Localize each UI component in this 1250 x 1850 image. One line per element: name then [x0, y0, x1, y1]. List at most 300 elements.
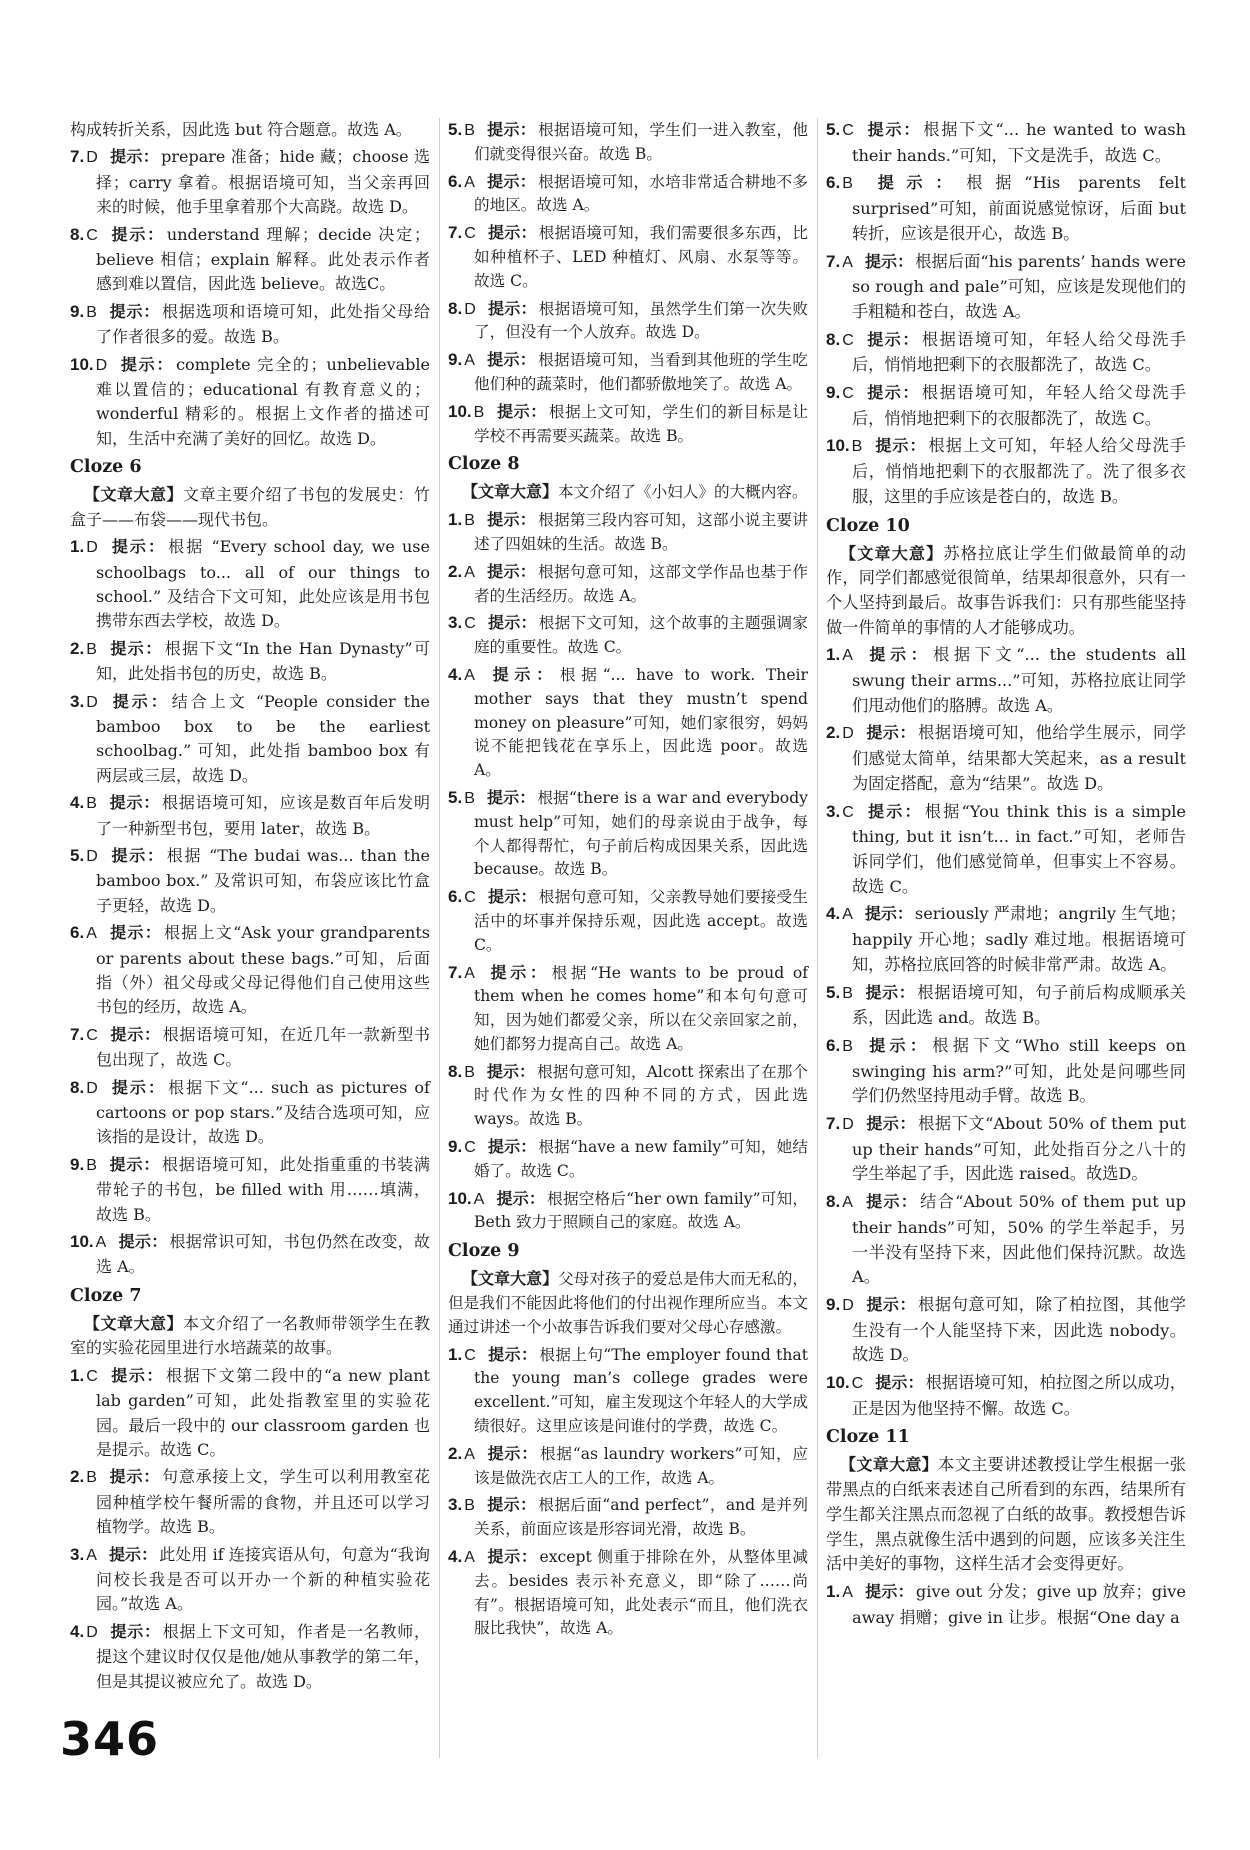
item-number: 6. — [826, 1035, 841, 1055]
item-number: 4. — [70, 793, 85, 813]
explanation-text: 根据常识可知，书包仍然在改变，故选 A。 — [96, 1232, 430, 1277]
answer-item — [448, 118, 808, 167]
answer-item — [70, 353, 430, 452]
explanation-text: 根据语境可知，年轻人给父母洗手后，悄悄地把剩下的衣服都洗了，故选 C。 — [852, 383, 1186, 428]
explanation-text: 根据空格后“her own family”可知，Beth 致力于照顾自己的家庭。故选 A。 — [474, 1189, 808, 1232]
answer-column-1 — [70, 118, 430, 1697]
answer-letter: C — [464, 1346, 476, 1364]
answer-item — [448, 961, 808, 1057]
answer-item — [70, 1230, 430, 1280]
section-heading: Cloze 7 — [70, 1285, 142, 1306]
summary-text: 本文介绍了《小妇人》的大概内容。 — [558, 483, 808, 502]
explanation-text: 根据下文“... such as pictures of cartoons or pop stars.”及结合选项可知，应该指的是设计，故选 D。 — [96, 1077, 430, 1147]
item-number: 7. — [70, 147, 85, 167]
answer-letter: A — [464, 964, 475, 982]
tip-label: 提示： — [109, 1077, 167, 1097]
item-number: 4. — [448, 1547, 463, 1567]
answer-letter: D — [842, 1116, 854, 1134]
answer-item — [448, 1343, 808, 1439]
tip-label: 提示： — [864, 173, 965, 193]
item-number: 3. — [448, 1495, 463, 1515]
answer-letter: D — [86, 149, 98, 167]
answer-letter: C — [464, 889, 476, 907]
answer-letter: D — [86, 693, 98, 711]
item-number: 9. — [448, 1137, 463, 1157]
answer-letter: A — [842, 253, 853, 271]
answer-item — [70, 844, 430, 918]
answer-letter: D — [86, 539, 98, 557]
answer-column-2 — [448, 118, 808, 1644]
item-number: 8. — [826, 329, 841, 349]
tip-label: 提示： — [487, 613, 537, 633]
tip-label: 提示： — [865, 1114, 917, 1134]
answer-item — [70, 1153, 430, 1227]
answer-item — [448, 1545, 808, 1641]
tip-label: 提示： — [108, 1467, 161, 1487]
answer-item — [448, 297, 808, 346]
answer-item — [70, 637, 430, 687]
answer-letter: B — [86, 795, 97, 813]
article-summary — [70, 483, 430, 532]
tip-label: 提示： — [864, 1581, 914, 1601]
answer-letter: C — [842, 122, 854, 139]
explanation-text: 根据句意可知，除了柏拉图，其他学生没有一个人能坚持下来，因此选 nobody。故选 D。 — [852, 1294, 1186, 1365]
answer-item — [448, 221, 808, 293]
answer-item — [826, 721, 1186, 796]
explanation-text: prepare 准备；hide 藏；choose 选择；carry 拿着。根据语境可知，当父亲再回来的时候，他手里拿着那个大高跷。故选 D。 — [96, 147, 430, 217]
section-heading: Cloze 11 — [826, 1427, 910, 1448]
answer-item — [70, 921, 430, 1020]
tip-label: 提示： — [119, 354, 175, 374]
item-number: 10. — [70, 1232, 94, 1252]
answer-letter: A — [842, 1194, 853, 1212]
answer-letter: A — [473, 1190, 485, 1208]
answer-item — [826, 171, 1186, 246]
answer-item — [826, 1293, 1186, 1368]
answer-letter: D — [464, 300, 476, 318]
tip-label: 提示： — [864, 982, 916, 1002]
article-summary — [826, 542, 1186, 641]
answer-letter: B — [86, 1469, 97, 1487]
explanation-text: give out 分发；give up 放弃；give away 捐赠；give in 让步。根据“One day a — [852, 1581, 1186, 1627]
article-summary — [70, 1312, 430, 1361]
answer-letter: D — [86, 1079, 98, 1097]
answer-item — [448, 1442, 808, 1491]
explanation-text: 根据下文“... he wanted to wash their hands.”可知，下文是洗手，故选 C。 — [852, 120, 1186, 165]
answer-letter: A — [86, 1546, 97, 1564]
tip-label: 提示： — [486, 1547, 538, 1567]
explanation-text: 根据“have a new family”可知，她结婚了。故选 C。 — [474, 1138, 808, 1180]
summary-text: 本文介绍了一名教师带领学生在教室的实验花园里进行水培蔬菜的故事。 — [70, 1313, 430, 1358]
answer-letter: C — [464, 225, 476, 243]
answer-letter: C — [464, 1139, 476, 1157]
answer-item — [826, 381, 1186, 431]
answer-item — [448, 786, 808, 882]
item-number: 9. — [826, 1294, 841, 1314]
answer-item — [826, 328, 1186, 378]
answer-item — [448, 663, 808, 783]
answer-letter: A — [842, 647, 853, 665]
answer-letter: A — [464, 1549, 475, 1567]
answer-letter: D — [95, 356, 108, 374]
explanation-text: seriously 严肃地；angrily 生气地；happily 开心地；sadly 难过地。根据语境可知，苏格拉底回答的时候非常严肃。故选 A。 — [852, 904, 1186, 974]
answer-item — [826, 1371, 1186, 1421]
explanation-text: 根据上文可知，学生们的新目标是让学校不再需要买蔬菜。故选 B。 — [474, 402, 808, 445]
answer-letter: B — [86, 1156, 97, 1174]
answer-letter: B — [851, 438, 863, 456]
tip-label: 提示： — [486, 1443, 539, 1463]
answer-item — [70, 690, 430, 789]
article-summary — [448, 1267, 808, 1339]
tip-label: 提示： — [486, 787, 536, 807]
answer-letter: B — [842, 984, 853, 1002]
tip-label: 提示： — [486, 962, 550, 982]
explanation-text: 根据“... have to work. Their mother says that they mustn’t spend money on pleasure”可知，她们家很穷，妈妈说不能把钱花在享乐上，因此选 poor。故选 A。 — [474, 665, 808, 780]
continued-text: 构成转折关系，因此选 but 符合题意。故选 A。 — [70, 120, 412, 139]
tip-label: 提示： — [864, 904, 913, 924]
explanation-text: 根据“as laundry workers”可知，应该是做洗衣店工人的工作，故选 A。 — [474, 1444, 808, 1487]
item-number: 9. — [826, 383, 841, 403]
tip-label: 提示： — [487, 1137, 537, 1157]
item-number: 2. — [70, 1467, 85, 1487]
summary-label: 【文章大意】 — [462, 1269, 559, 1289]
item-number: 2. — [448, 561, 463, 581]
item-number: 4. — [826, 904, 841, 924]
answer-column-3 — [826, 118, 1186, 1633]
answer-letter: B — [464, 122, 475, 139]
answer-letter: D — [842, 1296, 854, 1314]
answer-item — [70, 791, 430, 841]
answer-item — [448, 560, 808, 609]
section-heading: Cloze 6 — [70, 457, 142, 478]
item-number: 5. — [826, 982, 841, 1002]
answer-item — [70, 1076, 430, 1150]
column-divider — [439, 118, 440, 1758]
explanation-text: 根据下文“About 50% of them put up their hands”可知，此处指百分之八十的学生举起了手，因此选 raised。故选D。 — [852, 1114, 1186, 1184]
explanation-text: 根据下文“In the Han Dynasty”可知，此处指书包的历史，故选 B。 — [96, 638, 430, 684]
item-number: 8. — [70, 224, 85, 244]
item-number: 2. — [448, 1443, 463, 1463]
explanation-text: 根据“there is a war and everybody must help”可知，她们的母亲说由于战争，每个人都得帮忙，句子前后构成因果关系，因此选 because。故选 B。 — [474, 788, 808, 879]
answer-item — [448, 170, 808, 219]
tip-label: 提示： — [864, 1035, 931, 1055]
explanation-text: 根据语境可知，他给学生展示，同学们感觉太简单，结果都大笑起来，as a result 为固定搭配，意为“结果”。故选 D。 — [852, 723, 1186, 793]
explanation-text: 根据后面“his parents’ hands were so rough and pale”可知，应该是发现他们的手粗糙和苍白，故选 A。 — [852, 251, 1186, 321]
item-number: 3. — [70, 691, 85, 711]
answer-letter: B — [464, 512, 475, 530]
tip-label: 提示： — [864, 645, 932, 665]
column-divider — [817, 118, 818, 1758]
item-number: 7. — [826, 251, 841, 271]
answer-letter: B — [86, 640, 97, 658]
answer-letter: C — [86, 226, 98, 244]
item-number: 9. — [448, 350, 463, 370]
explanation-text: 根据下文“... the students all swung their arms...”可知，苏格拉底让同学们甩动他们的胳膊。故选 A。 — [852, 645, 1186, 715]
summary-label: 【文章大意】 — [840, 543, 944, 563]
item-number: 3. — [826, 801, 841, 821]
explanation-text: 结合上文 “People consider the bamboo box to be the earliest schoolbag.” 可知，此处指 bamboo box 有两层或三层，故选 D。 — [96, 691, 430, 785]
answer-letter: A — [464, 666, 475, 684]
explanation-text: understand 理解；decide 决定；believe 相信；explain 解释。此处表示作者感到难以置信，因此选 believe。故选C。 — [96, 224, 430, 294]
tip-label: 提示： — [108, 923, 163, 943]
explanation-text: 根据语境可知，我们需要很多东西，比如种植杯子、LED 种植灯、风扇、水泵等等。故选 C。 — [474, 224, 808, 290]
answer-item — [826, 800, 1186, 900]
answer-item — [826, 434, 1186, 509]
section-heading: Cloze 8 — [448, 454, 520, 475]
tip-label: 提示： — [109, 1621, 161, 1641]
tip-label: 提示： — [496, 401, 547, 421]
item-number: 1. — [448, 510, 463, 530]
explanation-text: 根据下文“Who still keeps on swinging his arm?”可知，此处是问哪些同学们仍然坚持甩动手臂。故选 B。 — [852, 1035, 1186, 1106]
item-number: 1. — [448, 1344, 463, 1364]
explanation-text: 根据语境可知，当看到其他班的学生吃他们种的蔬菜时，他们都骄傲地笑了。故选 A。 — [474, 351, 808, 393]
tip-label: 提示： — [486, 120, 537, 139]
tip-label: 提示： — [875, 1373, 924, 1393]
explanation-text: 句意承接上文，学生可以利用教室花园种植学校午餐所需的食物，并且还可以学习植物学。故选 B。 — [96, 1467, 430, 1537]
answer-item — [448, 1060, 808, 1132]
tip-label: 提示： — [487, 1344, 538, 1364]
answer-item — [448, 1135, 808, 1184]
answer-item — [826, 1034, 1186, 1109]
explanation-text: 根据上文“Ask your grandparents or parents about these bags.”可知，后面指（外）祖父母或父母记得他们自己使用这些书包的经历，故选 A。 — [96, 923, 430, 1017]
answer-item — [70, 1543, 430, 1617]
summary-text: 文章主要介绍了书包的发展史：竹盒子——布袋——现代书包。 — [70, 485, 430, 529]
tip-label: 提示： — [865, 383, 920, 403]
explanation-text: 根据语境可知，此处指重重的书装满带轮子的书包，be filled with 用……填满，故选 B。 — [96, 1154, 430, 1224]
tip-label: 提示： — [486, 1061, 536, 1081]
item-number: 6. — [70, 923, 85, 943]
tip-label: 提示： — [109, 147, 160, 167]
answer-item — [826, 1190, 1186, 1290]
explanation-text: 根据上下文可知，作者是一名教师，提这个建议时仅仅是他/她从事教学的第二年，但是其提议被应允了。故选 D。 — [96, 1621, 430, 1691]
answer-item — [70, 1465, 430, 1539]
tip-label: 提示： — [109, 1365, 164, 1385]
explanation-text: 根据“His parents felt surprised”可知，前面说感觉惊讶，后面 but 转折，应该是很开心，故选 B。 — [852, 173, 1186, 243]
answer-letter: A — [464, 1445, 475, 1463]
summary-label: 【文章大意】 — [84, 485, 183, 505]
explanation-text: 根据语境可知，学生们一进入教室，他们就变得很兴奋。故选 B。 — [474, 121, 808, 163]
item-number: 7. — [826, 1114, 841, 1134]
tip-label: 提示： — [486, 350, 537, 370]
item-number: 10. — [826, 1373, 850, 1393]
explanation-text: 根据上文可知，年轻人给父母洗手后，悄悄地把剩下的衣服都洗了。洗了很多衣服，这里的手应该是苍白的，故选 B。 — [852, 436, 1186, 506]
answer-letter: A — [86, 925, 97, 943]
answer-letter: A — [842, 906, 853, 924]
explanation-text: 根据下文第二段中的“a new plant lab garden”可知，此处指教室里的实验花园。最后一段中的 our classroom garden 也是提示。故选 C。 — [96, 1365, 430, 1459]
item-number: 3. — [70, 1544, 85, 1564]
item-number: 4. — [448, 664, 463, 684]
answer-letter: B — [464, 1497, 475, 1515]
item-number: 8. — [70, 1077, 85, 1097]
explanation-text: 根据语境可知，应该是数百年后发明了一种新型书包，要用 later，故选 B。 — [96, 793, 430, 838]
tip-label: 提示： — [864, 1192, 919, 1212]
explanation-text: 根据语境可知，柏拉图之所以成功，正是因为他坚持不懈。故选 C。 — [852, 1373, 1186, 1418]
tip-label: 提示： — [486, 664, 558, 684]
explanation-text: complete 完全的；unbelievable 难以置信的；educational 有教育意义的；wonderful 精彩的。根据上文作者的描述可知，生活中充满了美好的回忆。故选 D。 — [96, 354, 430, 448]
explanation-text: 根据“He wants to be proud of them when he comes home”和本句句意可知，因为她们都爱父亲，所以在父亲回家之前，她们都努力提高自己。故选 A。 — [474, 963, 808, 1053]
explanation-text: 根据选项和语境可知，此处指父母给了作者很多的爱。故选 B。 — [96, 301, 430, 347]
item-number: 2. — [70, 638, 85, 658]
answer-item — [448, 1493, 808, 1542]
answer-item — [70, 535, 430, 634]
tip-label: 提示： — [109, 691, 170, 711]
answer-item — [448, 508, 808, 557]
tip-label: 提示： — [108, 1544, 158, 1564]
article-summary — [826, 1453, 1186, 1577]
item-number: 6. — [448, 171, 463, 191]
tip-label: 提示： — [865, 723, 917, 743]
page-number: 346 — [60, 1712, 160, 1766]
tip-label: 提示： — [874, 436, 927, 456]
explanation-text: 根据上句“The employer found that the young man’s college grades were excellent.”可知，雇主发现这个年轻人的大学成绩很好。这里应该是问谁付的学费，故选 C。 — [474, 1345, 808, 1436]
answer-item — [70, 1620, 430, 1694]
item-number: 5. — [70, 845, 85, 865]
tip-label: 提示： — [108, 301, 161, 321]
summary-text: 本文主要讲述教授让学生根据一张带黑点的白纸来表述自己所看到的东西，结果所有学生都关注黑点而忽视了白纸的故事。教授想告诉学生，黑点就像生活中遇到的问题，应该多关注生活中美好的事物，这样生活才会变得更好。 — [826, 1455, 1186, 1574]
explanation-text: 根据下文可知，这个故事的主题强调家庭的重要性。故选 C。 — [474, 614, 808, 657]
item-number: 1. — [826, 1581, 841, 1601]
explanation-text: 根据 “The budai was... than the bamboo box.” 及常识可知，布袋应该比竹盒子更轻，故选 D。 — [96, 845, 430, 915]
item-number: 7. — [448, 223, 463, 243]
answer-letter: B — [86, 303, 97, 321]
item-number: 7. — [70, 1024, 85, 1044]
answer-letter: B — [464, 1063, 475, 1081]
tip-label: 提示： — [486, 510, 537, 530]
tip-label: 提示： — [109, 537, 167, 557]
answer-item — [826, 643, 1186, 718]
item-number: 9. — [70, 301, 85, 321]
item-number: 8. — [826, 1192, 841, 1212]
answer-letter: B — [473, 403, 485, 421]
explanation-text: 此处用 if 连接宾语从句，句意为“我询问校长我是否可以开办一个新的种植实验花园。”故选 A。 — [96, 1544, 430, 1614]
answer-item — [826, 902, 1186, 977]
article-summary — [448, 480, 808, 505]
tip-label: 提示： — [486, 1495, 537, 1515]
answer-item — [826, 981, 1186, 1031]
item-number: 5. — [448, 787, 463, 807]
item-number: 2. — [826, 723, 841, 743]
explanation-text: 根据语境可知，在近几年一款新型书包出现了，故选 C。 — [96, 1024, 430, 1070]
item-number: 1. — [70, 537, 85, 557]
answer-letter: B — [842, 175, 853, 193]
tip-label: 提示： — [109, 1024, 161, 1044]
answer-item — [448, 885, 808, 957]
tip-label: 提示： — [865, 329, 920, 349]
explanation-text: 结合“About 50% of them put up their hands”可知，50% 的学生举起手，另一半没有坚持下来，因此他们保持沉默。故选 A。 — [852, 1192, 1186, 1287]
answer-item — [70, 1364, 430, 1463]
tip-label: 提示： — [864, 251, 914, 271]
item-number: 3. — [448, 613, 463, 633]
item-number: 1. — [70, 1365, 85, 1385]
answer-item — [826, 118, 1186, 168]
item-number: 9. — [70, 1154, 85, 1174]
section-heading: Cloze 10 — [826, 515, 910, 536]
answer-item — [826, 250, 1186, 325]
explanation-text: 根据句意可知，Alcott 探索出了在那个时代作为女性的四种不同的方式，因此选 ways。故选 B。 — [474, 1062, 808, 1129]
tip-label: 提示： — [487, 223, 537, 243]
tip-label: 提示： — [486, 171, 537, 191]
answer-letter: A — [464, 563, 475, 581]
explanation-text: 根据语境可知，句子前后构成顺承关系，因此选 and。故选 B。 — [852, 982, 1186, 1028]
tip-label: 提示： — [118, 1232, 168, 1252]
item-number: 10. — [448, 1188, 472, 1208]
tip-label: 提示： — [109, 224, 165, 244]
answer-item — [448, 1187, 808, 1236]
item-number: 5. — [448, 120, 463, 139]
tip-label: 提示： — [486, 561, 537, 581]
item-number: 6. — [448, 887, 463, 907]
answer-item — [826, 1580, 1186, 1630]
tip-label: 提示： — [865, 801, 923, 821]
answer-item — [70, 145, 430, 219]
answer-item — [826, 1112, 1186, 1187]
item-number: 8. — [448, 298, 463, 318]
tip-label: 提示： — [487, 298, 537, 318]
explanation-text: 根据语境可知，水培非常适合耕地不多的地区。故选 A。 — [474, 172, 808, 215]
item-number: 7. — [448, 962, 463, 982]
summary-label: 【文章大意】 — [840, 1455, 939, 1475]
tip-label: 提示： — [865, 1294, 917, 1314]
tip-label: 提示： — [865, 120, 922, 139]
summary-text: 父母对孩子的爱总是伟大而无私的，但是我们不能因此将他们的付出视作理所应当。本文通过讲述一个小故事告诉我们要对父母心存感激。 — [448, 1270, 808, 1336]
tip-label: 提示： — [108, 1154, 161, 1174]
explanation-text: 根据句意可知，这部文学作品也基于作者的生活经历。故选 A。 — [474, 562, 808, 605]
item-number: 10. — [826, 436, 850, 456]
answer-item — [448, 611, 808, 660]
item-number: 6. — [826, 173, 841, 193]
explanation-text: 根据 “Every school day, we use schoolbags to... all of our things to school.” 及结合下文可知，此处应该是用书包携带东西去学校，故选 D。 — [96, 537, 430, 631]
tip-label: 提示： — [108, 638, 163, 658]
summary-label: 【文章大意】 — [462, 482, 559, 502]
answer-letter: C — [86, 1367, 98, 1385]
explanation-text: 根据第三段内容可知，这部小说主要讲述了四姐妹的生活。故选 B。 — [474, 511, 808, 553]
answer-letter: C — [842, 331, 854, 349]
item-number: 8. — [448, 1061, 463, 1081]
answer-letter: C — [851, 1375, 864, 1393]
item-number: 10. — [448, 401, 472, 421]
item-number: 4. — [70, 1621, 85, 1641]
explanation-text: 根据语境可知，年轻人给父母洗手后，悄悄地把剩下的衣服都洗了，故选 C。 — [852, 329, 1186, 375]
summary-text: 苏格拉底让学生们做最简单的动作，同学们都感觉很简单，结果却很意外，只有一个人坚持到最后。故事告诉我们：只有那些能坚持做一件简单的事情的人才能够成功。 — [826, 543, 1186, 637]
explanation-text: 根据后面“and perfect”，and 是并列关系，前面应该是形容词光滑，故选 B。 — [474, 1496, 808, 1539]
tip-label: 提示： — [109, 845, 165, 865]
tip-label: 提示： — [108, 793, 161, 813]
answer-item — [70, 1023, 430, 1073]
answer-letter: D — [842, 725, 854, 743]
answer-letter: D — [86, 1623, 98, 1641]
item-number: 10. — [70, 354, 94, 374]
answer-letter: B — [842, 1037, 853, 1055]
item-number: 5. — [826, 120, 841, 139]
answer-letter: A — [95, 1234, 107, 1252]
answer-letter: C — [86, 1026, 98, 1044]
section-heading: Cloze 9 — [448, 1241, 520, 1262]
answer-item — [448, 400, 808, 449]
answer-letter: A — [464, 352, 475, 370]
explanation-text: 根据句意可知，父亲教导她们要接受生活中的坏事并保持乐观，因此选 accept。故选 C。 — [474, 888, 808, 954]
explanation-text: 根据“You think this is a simple thing, but it isn’t... in fact.”可知，老师告诉同学们，他们感觉简单，但事实上不容易。故选 C。 — [852, 801, 1186, 896]
answer-letter: A — [842, 1583, 853, 1601]
answer-item — [70, 300, 430, 350]
answer-letter: C — [842, 803, 854, 821]
answer-letter: A — [464, 173, 475, 191]
answer-letter: C — [842, 385, 854, 403]
answer-item — [70, 223, 430, 297]
tip-label: 提示： — [487, 887, 537, 907]
answer-letter: D — [86, 847, 98, 865]
answer-item — [448, 348, 808, 397]
summary-label: 【文章大意】 — [84, 1313, 183, 1333]
